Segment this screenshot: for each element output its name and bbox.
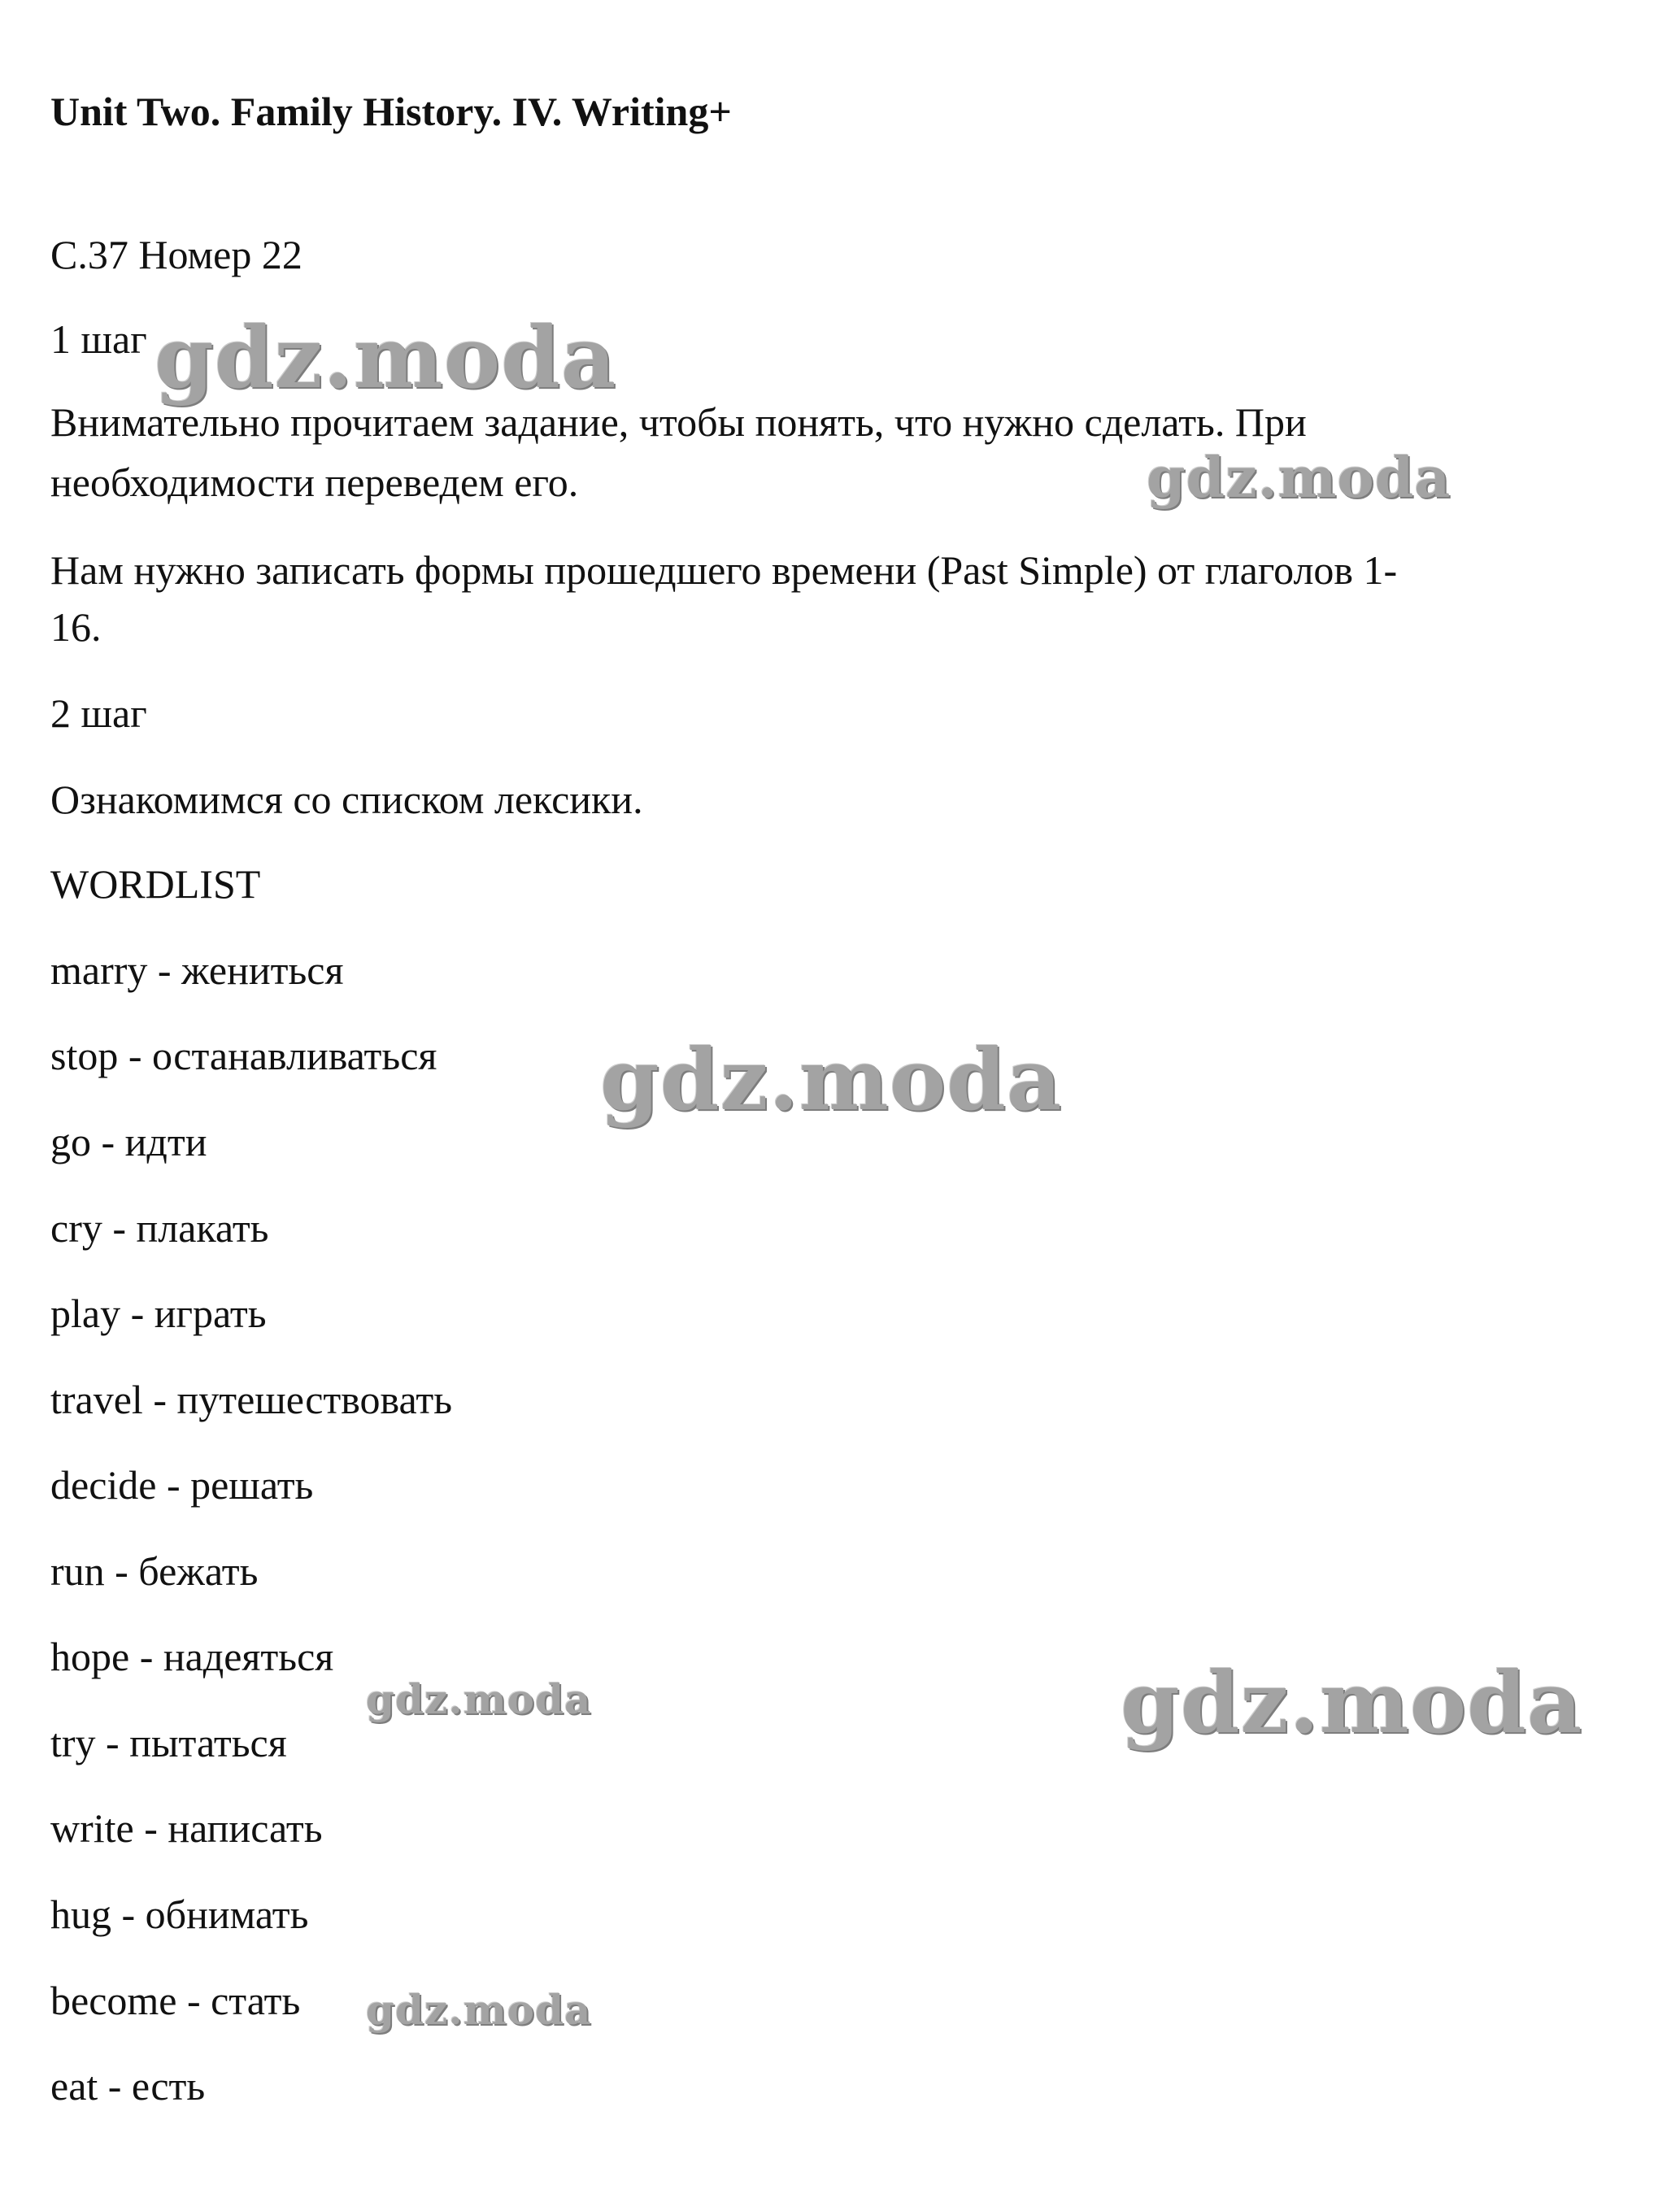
step-1-task-line-2: 16. (50, 604, 102, 650)
wordlist-item: eat - есть (50, 2063, 206, 2109)
wordlist-item: run - бежать (50, 1548, 259, 1594)
watermark: gdz.moda (600, 1030, 1063, 1130)
wordlist-item: become - стать (50, 1978, 301, 2023)
wordlist-item: cry - плакать (50, 1205, 269, 1251)
document-title: Unit Two. Family History. IV. Writing+ (50, 89, 732, 134)
step-1-paragraph-line-2: необходимости переведем его. (50, 459, 579, 505)
wordlist-item: hope - надеяться (50, 1634, 334, 1679)
wordlist-item: decide - решать (50, 1462, 314, 1508)
page-reference: С.37 Номер 22 (50, 232, 302, 277)
wordlist-item: hug - обнимать (50, 1891, 309, 1937)
watermark: gdz.moda (366, 1675, 592, 1723)
wordlist-item: marry - жениться (50, 947, 344, 993)
watermark: gdz.moda (1147, 446, 1452, 511)
watermark: gdz.moda (155, 307, 617, 407)
wordlist-item: stop - останавливаться (50, 1033, 437, 1078)
step-1-task-line-1: Нам нужно записать формы прошедшего времени (Past Simple) от глаголов 1- (50, 547, 1398, 593)
step-1-label: 1 шаг (50, 316, 147, 362)
step-1-paragraph-line-1: Внимательно прочитаем задание, чтобы понять, что нужно сделать. При (50, 399, 1307, 445)
watermark: gdz.moda (1121, 1652, 1583, 1752)
wordlist-item: travel - путешествовать (50, 1377, 453, 1422)
watermark: gdz.moda (366, 1986, 592, 2034)
step-2-label: 2 шаг (50, 690, 147, 736)
wordlist-item: write - написать (50, 1805, 323, 1851)
wordlist-item: go - идти (50, 1119, 207, 1164)
wordlist-item: try - пытаться (50, 1720, 287, 1765)
step-2-intro: Ознакомимся со списком лексики. (50, 777, 643, 822)
wordlist-heading: WORDLIST (50, 861, 261, 907)
wordlist-item: play - играть (50, 1291, 267, 1336)
